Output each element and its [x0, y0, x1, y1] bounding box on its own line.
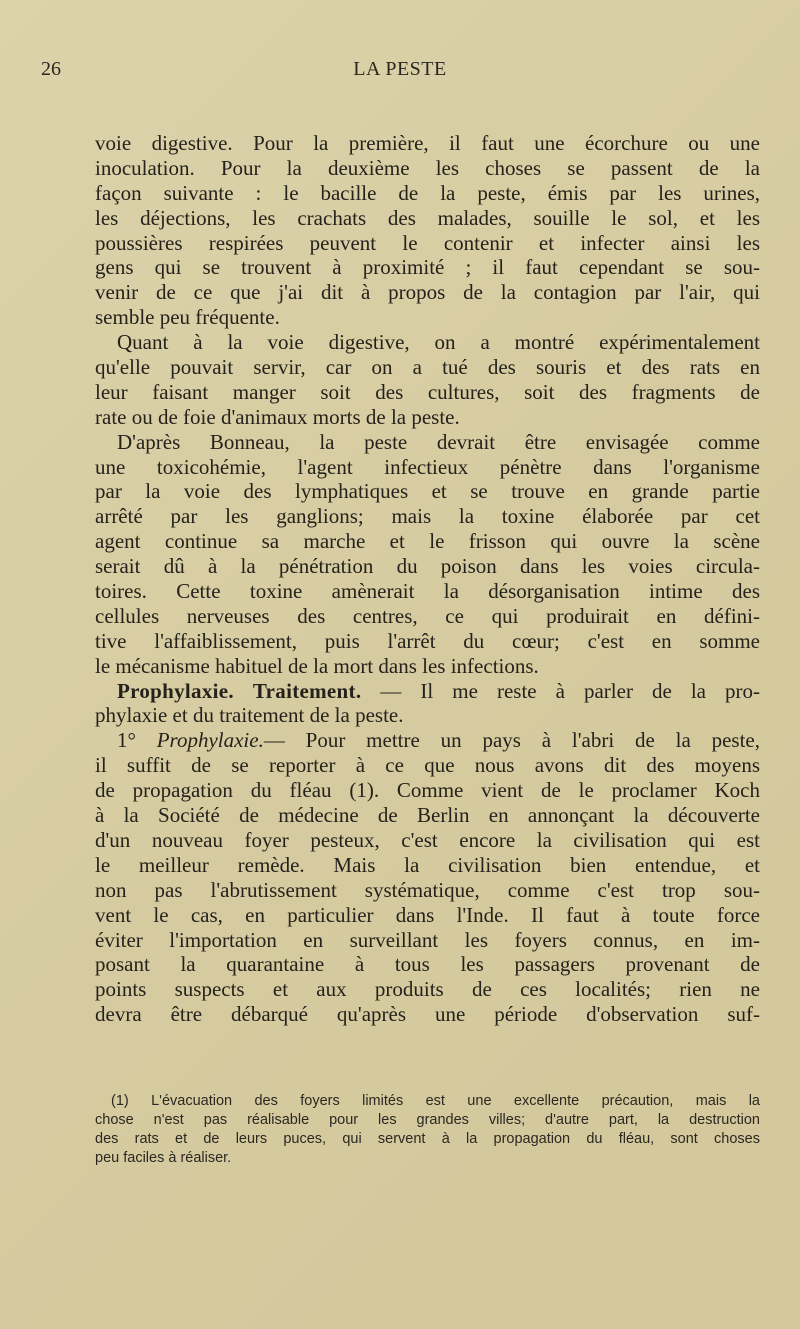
text-line [95, 131, 760, 156]
line-text: points suspects et aux produits de ces localités; rien ne [95, 977, 760, 1002]
text-line [95, 803, 760, 828]
line-text: par la voie des lymphatiques et se trouve en grande partie [95, 479, 760, 504]
line-text: semble peu fréquente. [95, 305, 280, 330]
text-line [95, 504, 760, 529]
text-line [95, 977, 760, 1002]
line-text: inoculation. Pour la deuxième les choses se passent de la [95, 155, 760, 180]
line-text: — Il me reste à parler de la pro- [361, 678, 760, 703]
text-line [95, 1002, 760, 1027]
text-line [95, 554, 760, 579]
line-text: une toxicohémie, l'agent infectieux pénètre dans l'organisme [95, 454, 760, 479]
text-line [95, 355, 760, 380]
text-line [95, 305, 760, 330]
subsection-heading: Prophylaxie. [156, 728, 264, 753]
running-title: LA PESTE [353, 58, 447, 80]
line-text: chose n'est pas réalisable pour les grandes villes; d'autre part, la destruction [95, 1112, 760, 1128]
line-text: serait dû à la pénétration du poison dans les voies circula- [95, 554, 760, 579]
footnotes [95, 1092, 760, 1168]
line-text: le mécanisme habituel de la mort dans les infections. [95, 653, 539, 678]
line-text: qu'elle pouvait servir, car on a tué des souris et des rats en [95, 355, 760, 380]
text-line [95, 928, 760, 953]
footnote-line [95, 1092, 760, 1111]
line-text: peu faciles à réaliser. [95, 1150, 232, 1166]
text-line [95, 629, 760, 654]
line-text: à la Société de médecine de Berlin en annonçant la découverte [95, 803, 760, 828]
text-line [95, 330, 760, 355]
line-text: de propagation du fléau (1). Comme vient de le proclamer Koch [95, 778, 760, 803]
line-text: Quant à la voie digestive, on a montré expérimentalement [117, 330, 760, 355]
line-text: arrêté par les ganglions; mais la toxine élaborée par cet [95, 504, 760, 529]
line-text: voie digestive. Pour la première, il faut une écorchure ou une [95, 131, 760, 155]
text-line [95, 828, 760, 853]
text-line [95, 156, 760, 181]
line-text: des rats et de leurs puces, qui servent à la propagation du fléau, sont choses [95, 1131, 760, 1147]
text-line [95, 529, 760, 554]
text-line [95, 231, 760, 256]
line-text: cellules nerveuses des centres, ce qui produirait en défini- [95, 603, 760, 628]
footnote-line [95, 1130, 760, 1149]
line-text: d'un nouveau foyer pesteux, c'est encore la civilisation qui est [95, 827, 760, 852]
text-line [95, 430, 760, 455]
line-prefix: 1° [117, 728, 157, 753]
text-line [95, 952, 760, 977]
line-text: venir de ce que j'ai dit à propos de la contagion par l'air, qui [95, 280, 760, 305]
line-text: (1) L'évacuation des foyers limités est une excellente précaution, mais la [111, 1093, 760, 1109]
text-line [95, 405, 760, 430]
line-text: vent le cas, en particulier dans l'Inde. Il faut à toute force [95, 902, 760, 927]
text-line [95, 280, 760, 305]
text-line [95, 479, 760, 504]
text-line [95, 753, 760, 778]
text-line [95, 181, 760, 206]
line-text: posant la quarantaine à tous les passagers provenant de [95, 952, 760, 977]
line-text: le meilleur remède. Mais la civilisation bien entendue, et [95, 852, 760, 877]
body-text [95, 131, 760, 1027]
line-text: agent continue sa marche et le frisson qui ouvre la scène [95, 529, 760, 554]
line-text: — Pour mettre un pays à l'abri de la peste, [263, 728, 761, 753]
line-text: phylaxie et du traitement de la peste. [95, 703, 404, 728]
line-text: les déjections, les crachats des malades, souille le sol, et les [95, 205, 760, 230]
line-text: il suffit de se reporter à ce que nous avons dit des moyens [95, 753, 760, 778]
text-line [95, 778, 760, 803]
line-text: tive l'affaiblissement, puis l'arrêt du cœur; c'est en somme [95, 628, 760, 653]
text-line [95, 878, 760, 903]
line-text: façon suivante : le bacille de la peste, émis par les urines, [95, 180, 760, 205]
page-number: 26 [41, 58, 61, 80]
section-heading: Prophylaxie. Traitement. [117, 678, 362, 703]
line-text: D'après Bonneau, la peste devrait être envisagée comme [117, 429, 760, 454]
line-text: leur faisant manger soit des cultures, soit des fragments de [95, 379, 760, 404]
text-line [95, 206, 760, 231]
text-line [95, 903, 760, 928]
line-text: devra être débarqué qu'après une période d'observation suf- [95, 1002, 760, 1027]
text-line [95, 853, 760, 878]
text-line [95, 380, 760, 405]
text-line [95, 579, 760, 604]
footnote-line [95, 1111, 760, 1130]
text-line [95, 604, 760, 629]
line-text: rate ou de foie d'animaux morts de la peste. [95, 404, 460, 429]
text-line [95, 679, 760, 704]
text-line [95, 455, 760, 480]
text-line [95, 654, 760, 679]
line-text: gens qui se trouvent à proximité ; il faut cependant se sou- [95, 255, 760, 280]
line-text: non pas l'abrutissement systématique, comme c'est trop sou- [95, 877, 760, 902]
line-text: poussières respirées peuvent le contenir et infecter ainsi les [95, 230, 760, 255]
line-text: éviter l'importation en surveillant les foyers connus, en im- [95, 927, 760, 952]
text-line [95, 728, 760, 753]
line-text: toires. Cette toxine amènerait la désorganisation intime des [95, 579, 760, 604]
footnote-line [95, 1149, 760, 1168]
text-line [95, 255, 760, 280]
text-line [95, 703, 760, 728]
